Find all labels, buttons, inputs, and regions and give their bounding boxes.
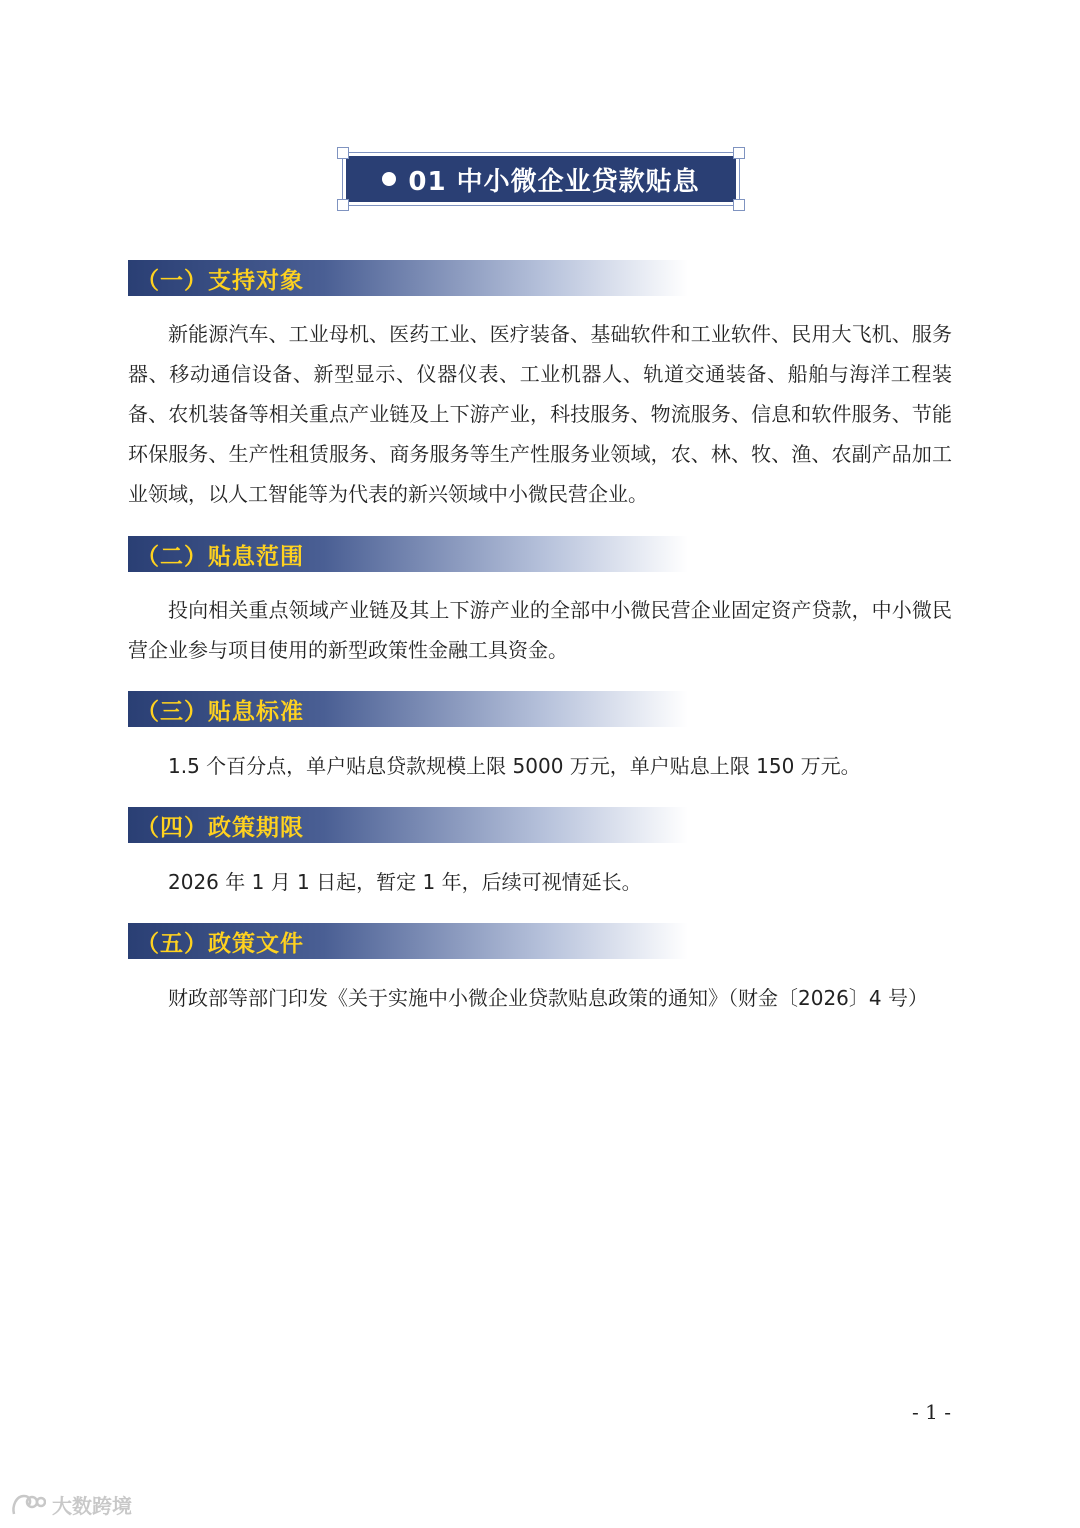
section-body-support-target: 新能源汽车、工业母机、医药工业、医疗装备、基础软件和工业软件、民用大飞机、服务器、移动通信设备、新型显示、仪器仪表、工业机器人、轨道交通装备、船舶与海洋工程装备、农机装备等相关重点产业链及上下游产业，科技服务、物流服务、信息和软件服务、节能环保服务、生产性租赁服务、商务服务等生产性服务业领域，农、林、牧、渔、农副产品加工业领域，以人工智能等为代表的新兴领域中小微民营企业。 [128,322,952,506]
section-header-support-target [128,260,688,296]
section-body-subsidy-standard: 1.5 个百分点，单户贴息贷款规模上限 5000 万元，单户贴息上限 150 万元。 [168,754,861,778]
watermark-logo-icon [10,1492,46,1518]
section-body-subsidy-scope: 投向相关重点领域产业链及其上下游产业的全部中小微民营企业固定资产贷款，中小微民营企业参与项目使用的新型政策性金融工具资金。 [128,598,952,662]
watermark [10,1490,132,1519]
banner-corner-ornament [733,199,745,211]
section-heading: （四）政策期限 [136,814,304,841]
section-heading: （三）贴息标准 [136,698,304,725]
watermark-text: 大数跨境 [52,1494,132,1518]
title-banner [346,156,736,202]
section-heading: （二）贴息范围 [136,543,304,570]
section-body-policy-period: 2026 年 1 月 1 日起，暂定 1 年，后续可视情延长。 [168,870,642,894]
banner-corner-ornament [337,199,349,211]
page-number: - 1 - [912,1400,951,1424]
banner-corner-ornament [337,147,349,159]
page-title: 01 中小微企业贷款贴息 [408,166,700,197]
banner-corner-ornament [733,147,745,159]
section-heading: （五）政策文件 [136,930,304,957]
section-header-subsidy-scope [128,536,688,572]
section-heading: （一）支持对象 [136,267,304,294]
section-header-policy-document [128,923,688,959]
section-body-policy-document: 财政部等部门印发《关于实施中小微企业贷款贴息政策的通知》（财金〔2026〕4 号） [168,986,928,1010]
bullet-dot-icon [382,172,396,186]
section-header-subsidy-standard [128,691,688,727]
section-header-policy-period [128,807,688,843]
